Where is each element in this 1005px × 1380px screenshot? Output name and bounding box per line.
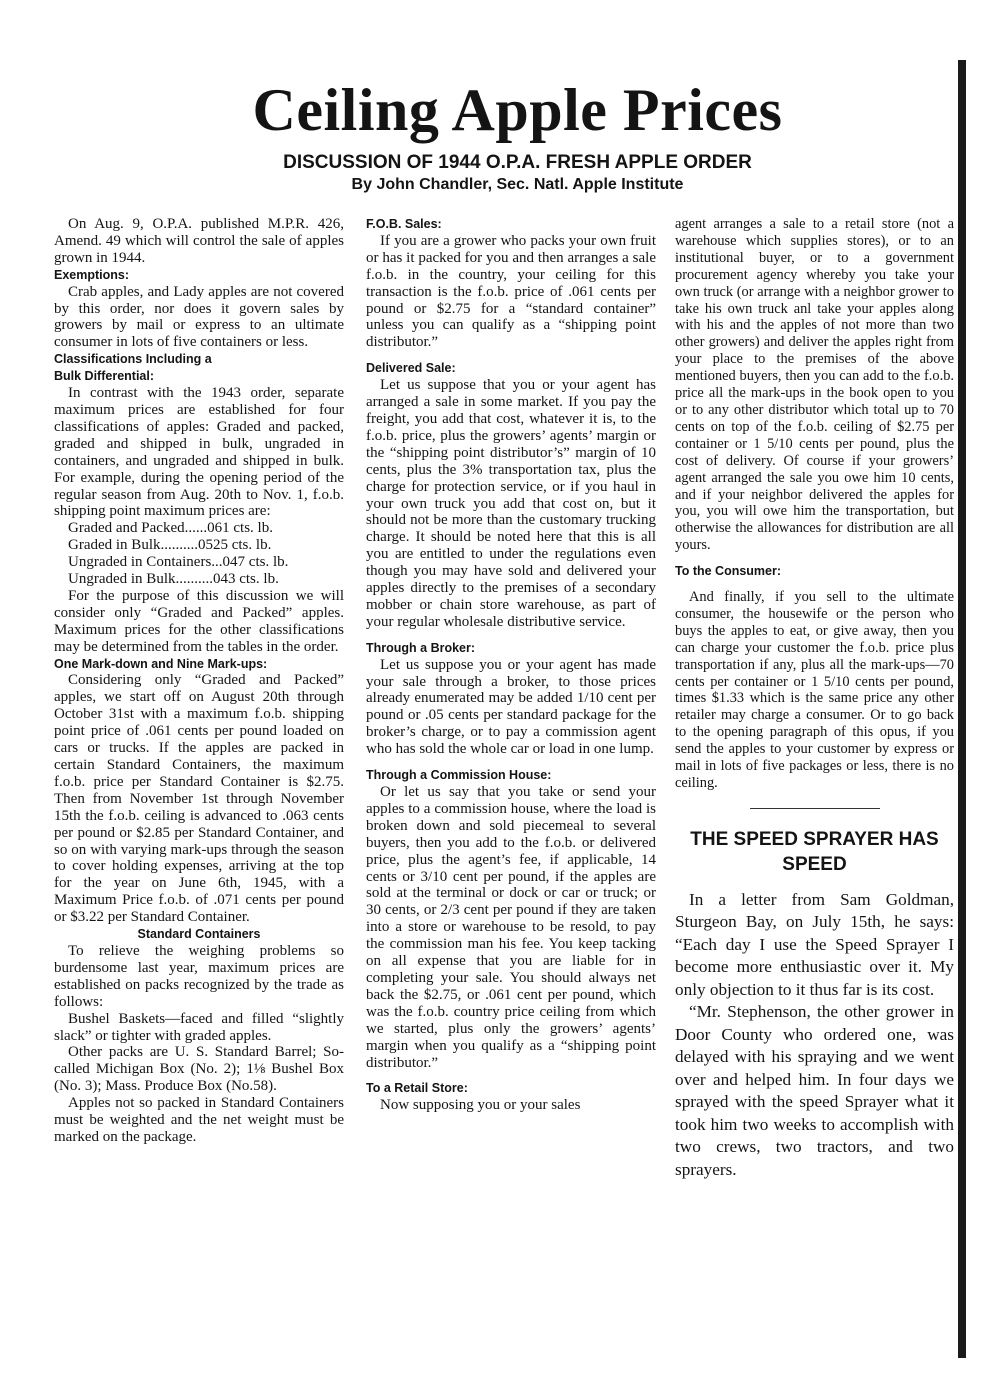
price-row: Ungraded in Bulk..........043 cts. lb.: [68, 571, 279, 588]
section-heading-retail-store: To a Retail Store:: [366, 1081, 468, 1096]
price-row: Graded in Bulk..........0525 cts. lb.: [68, 537, 272, 554]
column-3: [675, 216, 954, 1181]
section-heading-standard-containers: Standard Containers: [137, 927, 261, 942]
section-heading-markups: One Mark-down and Nine Mark-ups:: [54, 656, 268, 671]
section-heading-bulk-differential: Bulk Differential:: [54, 369, 155, 384]
paragraph: Let us suppose you or your agent has made your sale through a broker, to those prices already enumerated may be added 1/10 cent per pound or .05 cents per standard package for the broker’s charge, or to pay a commission agent who has sold the whole car or load in one lump.: [366, 656, 656, 758]
paragraph: In contrast with the 1943 order, separate maximum prices are established for four classifications of apples: Graded and packed, graded and shipped in bulk, ungraded in containers, and ungraded and shipped in bulk. For example, during the opening period of the regular season from Aug. 20th to Nov. 1, f.o.b. shipping point maximum prices are:: [54, 385, 344, 520]
section-heading-through-broker: Through a Broker:: [366, 640, 476, 655]
price-row: Graded and Packed......061 cts. lb.: [68, 520, 273, 537]
paragraph: Bushel Baskets—faced and filled “slightly slack” or tighter with graded apples.: [54, 1010, 344, 1044]
speed-sprayer-heading: THE SPEED SPRAYER HAS SPEED: [690, 828, 939, 875]
paragraph: “Mr. Stephenson, the other grower in Door County who ordered one, was delayed with his spraying and we went over and helped him. In four days we sprayed with the speed Sprayer what it took him two weeks to accomplish with two crews, two tractors, and two sprayers.: [675, 1002, 954, 1179]
paragraph: In a letter from Sam Goldman, Sturgeon Bay, on July 15th, he says: “Each day I use the Speed Sprayer I become more enthusiastic over it. My only objection to it thus far is its cost.: [675, 889, 954, 999]
paragraph: Considering only “Graded and Packed” apples, we start off on August 20th through October 31st with a maximum f.o.b. shipping point price of .061 cents per pound loaded on cars or trucks. If the apples are packed in certain Standard Containers, the maximum f.o.b. price per Standard Container is $2.75. Then from November 1st through November 15th the f.o.b. ceiling is advanced to .063 cents per pound or $2.85 per Standard Container, and so on with varying mark-ups through the season to cover holding expenses, arriving at the top for the year on June 6th, 1945, with a Maximum Price f.o.b. of .071 cents per pound or $3.22 per Standard Container.: [54, 672, 344, 926]
paragraph: On Aug. 9, O.P.A. published M.P.R. 426, Amend. 49 which will control the sale of apples grown in 1944.: [54, 216, 344, 266]
column-1: [54, 216, 344, 1146]
paragraph: For the purpose of this discussion we will consider only “Graded and Packed” apples. Maximum prices for the other classifications may be determined from the tables in the order.: [54, 587, 344, 655]
section-heading-consumer: To the Consumer:: [675, 564, 782, 579]
section-heading-fob-sales: F.O.B. Sales:: [366, 217, 442, 231]
paragraph: If you are a grower who packs your own fruit or has it packed for you and then arranges a sale f.o.b. in the country, your ceiling for this transaction is the f.o.b. price of .061 cents per pound or $2.75 for a “standard container” unless you can qualify as a “shipping point distributor.”: [366, 232, 656, 351]
article-byline: By John Chandler, Sec. Natl. Apple Institute: [351, 176, 684, 193]
column-2: [366, 216, 656, 1114]
section-heading-commission-house: Through a Commission House:: [366, 768, 552, 783]
paragraph: To relieve the weighing problems so burdensome last year, maximum prices are established on packs recognized by the trade as follows:: [54, 942, 344, 1010]
price-row: Ungraded in Containers...047 cts. lb.: [68, 554, 289, 571]
article-subtitle: DISCUSSION OF 1944 O.P.A. FRESH APPLE ORDER: [283, 152, 752, 173]
section-heading-classifications: Classifications Including a: [54, 352, 212, 367]
paragraph: Other packs are U. S. Standard Barrel; So-called Michigan Box (No. 2); 1⅛ Bushel Box (No. 3); Mass. Produce Box (No.58).: [54, 1044, 344, 1095]
section-heading-exemptions: Exemptions:: [54, 267, 130, 282]
paragraph: Or let us say that you take or send your apples to a commission house, where the load is broken down and sold piecemeal to several buyers, then you add to the f.o.b. or delivered price, plus the agent’s fee, if applicable, 14 cents or 3/10 cent per pound, if the apples are sold at the terminal or dock or car or truck; or 30 cents, or 2/3 cent per pound if they are taken into a store or warehouse to be resold, to pay the commission man his fee. You keep tacking on all expense that you are liable for in completing your sale. You should always net back the $2.75, or .061 cent per pound, which was the f.o.b. country price ceiling from which we started, plus only the growers’ agents’ margin when you qualify as a “shipping point distributor.”: [366, 784, 656, 1071]
right-border-rule: [958, 60, 966, 1358]
paragraph: Let us suppose that you or your agent has arranged a sale in some market. If you pay the freight, you add that cost, whatever it is, to the f.o.b. price, plus the growers’ agents’ margin or the “shipping point distributor’s” margin of 10 cents, plus the 3% transportation tax, plus the charge for protection service, or if you haul in your own truck you add that cost on, but it should not be more than the customary trucking charge. It should be noted here that this is all you are entitled to under the regulations even though you may have sold and delivered your apples directly to the premises of a secondary mobber or chain store warehouse, as part of your regular wholesale distributive service.: [366, 377, 656, 630]
paragraph: Apples not so packed in Standard Containers must be weighted and the net weight must be marked on the package.: [54, 1095, 344, 1145]
section-divider: [750, 808, 880, 809]
price-table: [54, 520, 344, 588]
paragraph: And finally, if you sell to the ultimate consumer, the housewife or the person who buys the apples to eat, or give away, then you can charge your customer the f.o.b. price plus transportation if any, plus all the mark-ups—70 cents per container or 1 5/10 cents per pound, times $1.33 which is the same price any other retailer may charge a consumer. Or to go back to the opening paragraph of this opus, if you send the apples to your customer by express or mail in lots of five packages or less, there is no ceiling.: [675, 589, 954, 791]
paragraph: Now supposing you or your sales: [380, 1097, 581, 1114]
paragraph: Crab apples, and Lady apples are not covered by this order, nor does it govern sales by growers by mail or express to an ultimate consumer in lots of five containers or less.: [54, 283, 344, 351]
paragraph: agent arranges a sale to a retail store (not a warehouse which supplies stores), or to an institutional buyer, or to a government procurement agency whereby you take your own truck (or arrange with a neighbor grower to take his own truck anl take your apples along with his and the apples of not more than two other growers) and deliver the apples right from your place to the premises of the above mentioned buyers, then you can add to the f.o.b. price all the mark-ups in the book open to you or to any other distributor which total up to 70 cents on top of the f.o.b. ceiling of $2.75 per container or 1 5/10 cents per pound, plus the cost of delivery. Of course if your growers’ agent arranged the sale you owe him 10 cents, and if your neighbor delivered the apples for you, you will owe him the transportation, but otherwise the allowances for distribution are all yours.: [675, 216, 954, 554]
section-heading-delivered-sale: Delivered Sale:: [366, 361, 456, 376]
article-title: Ceiling Apple Prices: [252, 77, 783, 143]
